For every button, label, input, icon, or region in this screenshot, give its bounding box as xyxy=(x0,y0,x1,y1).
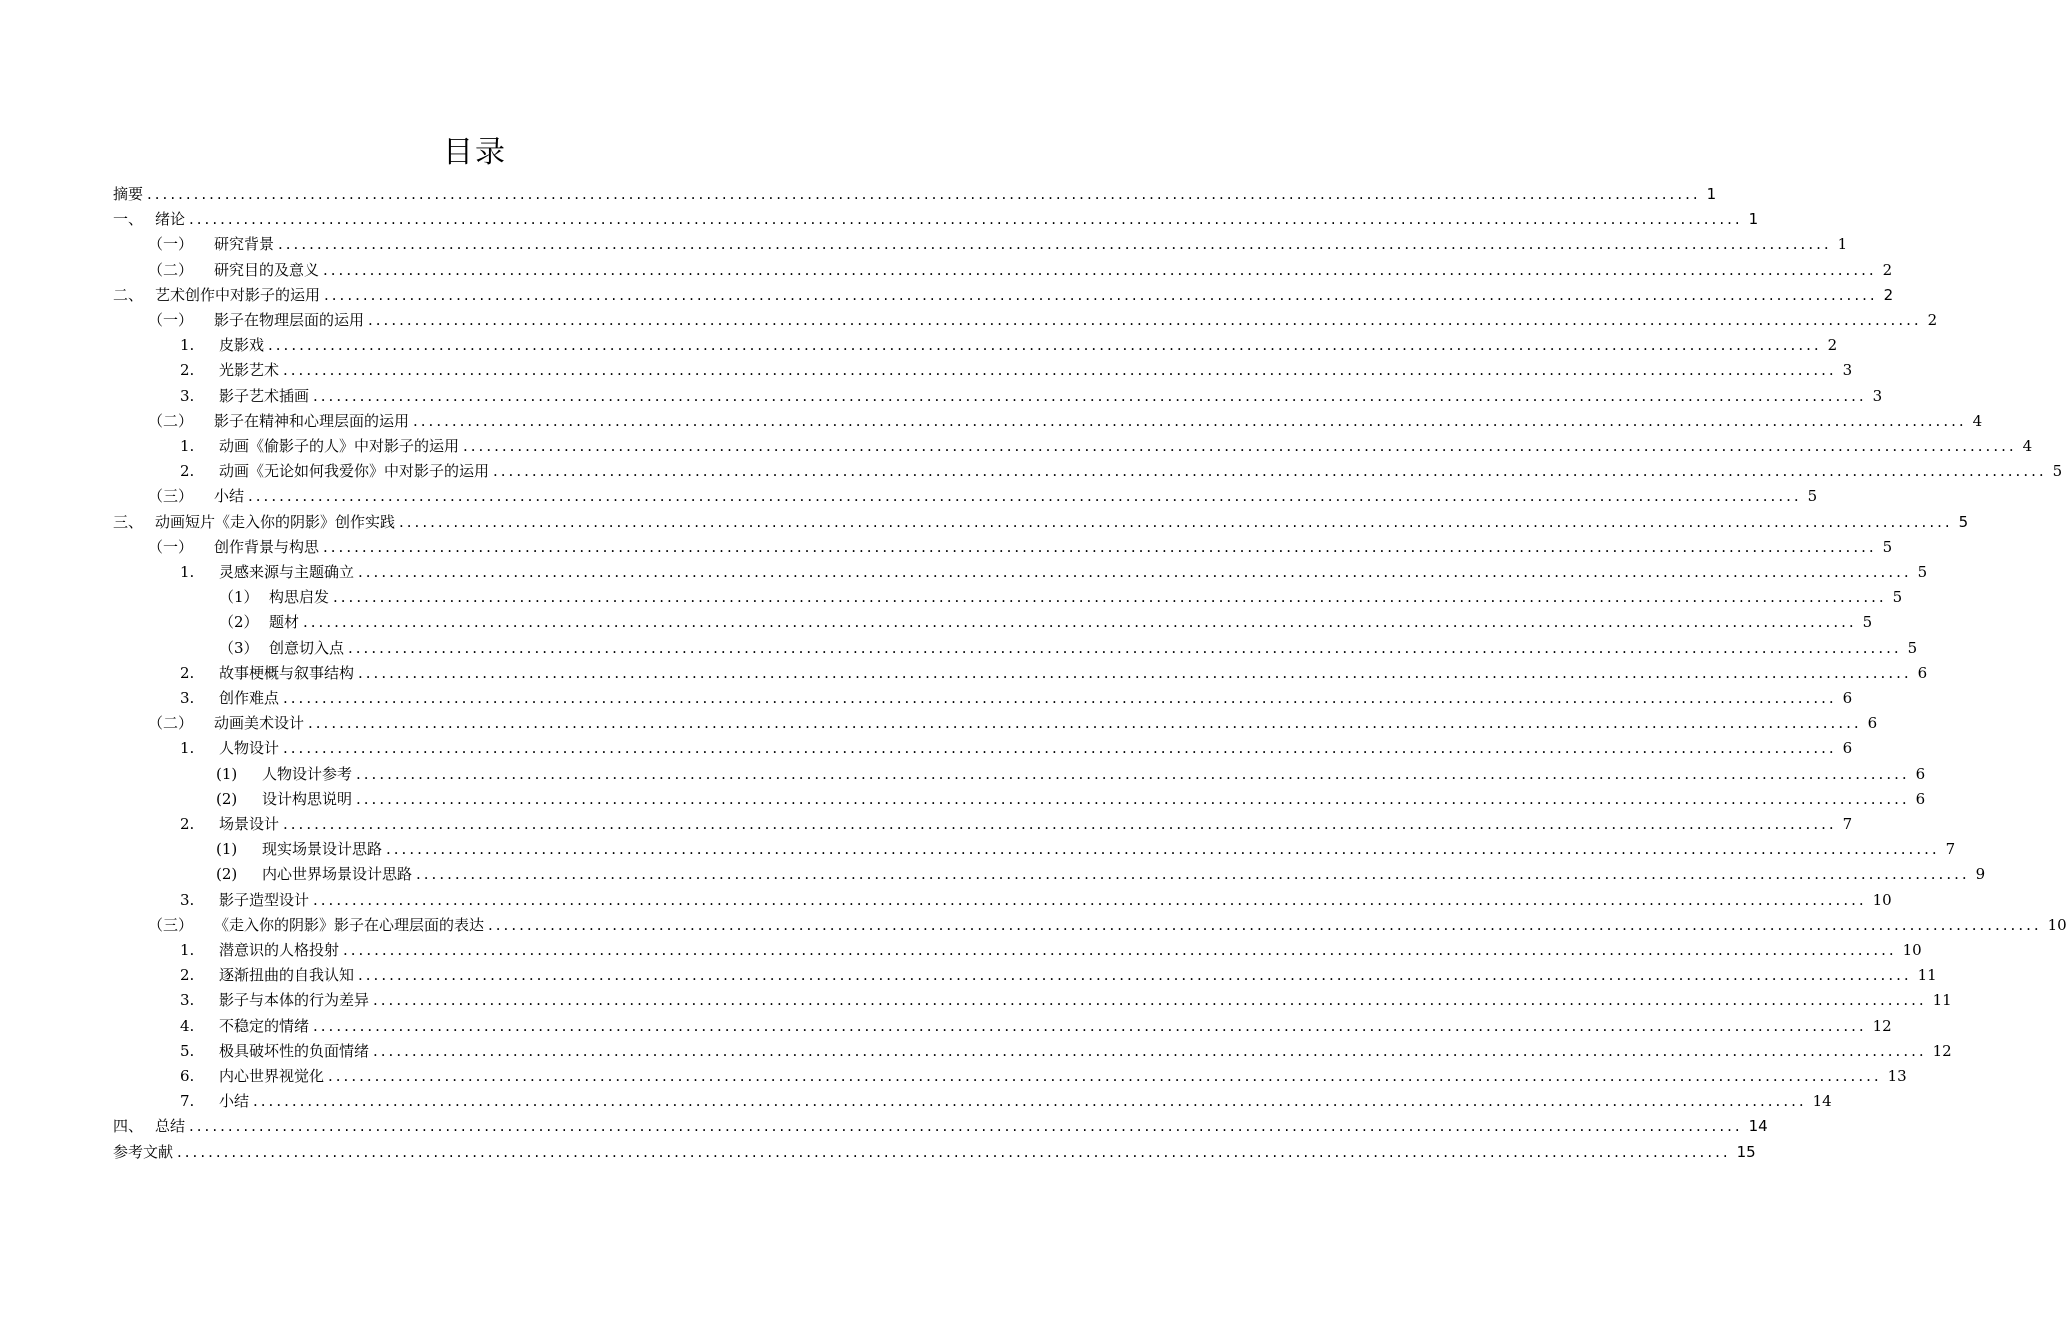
toc-entry[interactable] xyxy=(180,558,1928,582)
toc-entry-number: 3. xyxy=(180,890,195,909)
toc-leader-dots: ........................................................................................................................................................................................................ xyxy=(333,588,1887,607)
toc-entry-page: 12 xyxy=(1872,1016,1892,1035)
toc-entry[interactable] xyxy=(180,961,1937,985)
toc-entry-title: 研究目的及意义 xyxy=(214,260,320,279)
toc-entry-number: （三） xyxy=(148,487,194,506)
toc-entry-number: （一） xyxy=(148,235,194,254)
toc-entry-page: 1 xyxy=(1706,185,1717,203)
toc-leader-dots: ........................................................................................................................................................................................................ xyxy=(248,487,1802,506)
toc-entry-page: 4 xyxy=(1972,411,1983,430)
toc-entry-number: 2. xyxy=(180,361,195,380)
toc-leader-dots: ........................................................................................................................................................................................................ xyxy=(358,966,1912,985)
toc-entry-number: 2. xyxy=(180,462,195,481)
toc-leader-dots: ........................................................................................................................................................................................................ xyxy=(386,840,1940,859)
toc-entry[interactable] xyxy=(113,205,1759,229)
toc-entry-number: 3. xyxy=(180,991,195,1010)
toc-entry[interactable] xyxy=(180,432,2033,456)
toc-leader-dots: ........................................................................................................................................................................................................ xyxy=(358,563,1912,581)
toc-leader-dots: ........................................................................................................................................................................................................ xyxy=(343,941,1897,959)
toc-entry-title: 题材 xyxy=(269,613,300,632)
toc-entry-title: 影子在精神和心理层面的运用 xyxy=(214,411,410,430)
toc-leader-dots: ........................................................................................................................................................................................................ xyxy=(323,260,1877,279)
toc-leader-dots: ........................................................................................................................................................................................................ xyxy=(283,361,1837,380)
toc-leader-dots: ........................................................................................................................................................................................................ xyxy=(313,386,1867,405)
toc-entry-page: 1 xyxy=(1837,235,1848,254)
toc-entry-title: 光影艺术 xyxy=(219,361,280,380)
toc-entry[interactable] xyxy=(216,760,1926,784)
toc-entry[interactable] xyxy=(180,1087,1832,1111)
toc-entry-page: 7 xyxy=(1842,815,1853,833)
toc-entry-number: 1. xyxy=(180,563,195,581)
toc-entry-number: 6. xyxy=(180,1067,195,1085)
toc-leader-dots: ........................................................................................................................................................................................................ xyxy=(323,537,1877,556)
toc-leader-dots: ........................................................................................................................................................................................................ xyxy=(283,739,1837,758)
toc-entry[interactable] xyxy=(113,508,1969,532)
toc-entry-number: 四、 xyxy=(113,1117,144,1136)
toc-entry-title: 皮影戏 xyxy=(219,336,265,355)
toc-entry-page: 5 xyxy=(1807,487,1818,506)
toc-leader-dots: ........................................................................................................................................................................................................ xyxy=(283,815,1837,833)
toc-entry[interactable] xyxy=(180,457,2063,481)
toc-entry-page: 5 xyxy=(1917,563,1928,581)
toc-entry-page: 11 xyxy=(1932,991,1952,1010)
toc-entry-number: 1. xyxy=(180,739,195,758)
toc-leader-dots: ........................................................................................................................................................................................................ xyxy=(303,613,1857,632)
toc-entry[interactable] xyxy=(148,533,1893,557)
toc-entry-title: 灵感来源与主题确立 xyxy=(219,563,355,581)
toc-entry-number: 1. xyxy=(180,336,195,355)
toc-leader-dots: ........................................................................................................................................................................................................ xyxy=(488,915,2042,934)
toc-entry-page: 1 xyxy=(1748,210,1759,229)
toc-entry-number: 7. xyxy=(180,1092,195,1111)
toc-entry-title: 影子与本体的行为差异 xyxy=(219,991,370,1010)
toc-leader-dots: ........................................................................................................................................................................................................ xyxy=(463,437,2017,455)
toc-entry-title: 动画《偷影子的人》中对影子的运用 xyxy=(219,437,460,455)
toc-entry-number: 三、 xyxy=(113,512,144,531)
toc-entry-page: 14 xyxy=(1812,1092,1832,1111)
toc-leader-dots: ........................................................................................................................................................................................................ xyxy=(308,714,1862,733)
toc-entry[interactable] xyxy=(180,382,1883,406)
toc-entry-page: 6 xyxy=(1915,789,1926,808)
toc-leader-dots: ........................................................................................................................................................................................................ xyxy=(278,235,1832,254)
toc-entry-page: 6 xyxy=(1915,764,1926,783)
toc-entry-number: 二、 xyxy=(113,285,144,304)
toc-entry[interactable] xyxy=(180,936,1922,960)
toc-entry-page: 3 xyxy=(1872,386,1883,405)
toc-entry[interactable] xyxy=(148,911,2067,935)
toc-entry[interactable] xyxy=(113,1138,1756,1162)
toc-entry-title: 极具破坏性的负面情绪 xyxy=(219,1041,370,1060)
toc-entry[interactable] xyxy=(180,1012,1892,1036)
toc-entry-page: 15 xyxy=(1736,1142,1756,1161)
toc-leader-dots: ........................................................................................................................................................................................................ xyxy=(253,1092,1807,1111)
toc-leader-dots: ........................................................................................................................................................................................................ xyxy=(189,1117,1743,1136)
toc-entry-title: 场景设计 xyxy=(219,815,280,833)
toc-entry-title: 小结 xyxy=(219,1092,250,1111)
toc-entry-title: 动画《无论如何我爱你》中对影子的运用 xyxy=(219,462,490,481)
toc-entry[interactable] xyxy=(180,810,1853,834)
toc-entry[interactable] xyxy=(180,734,1853,758)
toc-entry[interactable] xyxy=(148,230,1848,254)
toc-entry-title: 参考文献 xyxy=(113,1142,174,1161)
toc-leader-dots: ........................................................................................................................................................................................................ xyxy=(268,336,1822,355)
toc-entry[interactable] xyxy=(180,1062,1907,1086)
toc-entry-title: 内心世界视觉化 xyxy=(219,1067,325,1085)
toc-entry-page: 7 xyxy=(1945,840,1956,859)
toc-entry-title: 艺术创作中对影子的运用 xyxy=(155,285,321,304)
toc-leader-dots: ........................................................................................................................................................................................................ xyxy=(356,764,1910,783)
toc-entry-number: 3. xyxy=(180,386,195,405)
toc-entry-number: 2. xyxy=(180,966,195,985)
toc-entry-page: 11 xyxy=(1917,966,1937,985)
toc-entry-page: 5 xyxy=(1958,512,1969,531)
toc-entry-title: 影子造型设计 xyxy=(219,890,310,909)
toc-leader-dots: ........................................................................................................................................................................................................ xyxy=(283,689,1837,707)
toc-entry[interactable] xyxy=(216,860,1986,884)
toc-entry[interactable] xyxy=(216,785,1926,809)
toc-entry-number: （三） xyxy=(148,915,194,934)
toc-entry-number: （一） xyxy=(148,537,194,556)
toc-entry-page: 12 xyxy=(1932,1041,1952,1060)
toc-leader-dots: ........................................................................................................................................................................................................ xyxy=(358,663,1912,682)
toc-entry[interactable] xyxy=(180,1037,1952,1061)
toc-entry-title: 现实场景设计思路 xyxy=(262,840,383,859)
toc-leader-dots: ........................................................................................................................................................................................................ xyxy=(189,210,1743,229)
toc-entry-page: 5 xyxy=(2052,462,2063,481)
toc-entry-title: 设计构思说明 xyxy=(262,789,353,808)
toc-entry-number: (2) xyxy=(216,865,238,884)
toc-entry-page: 6 xyxy=(1867,714,1878,733)
toc-entry-number: 一、 xyxy=(113,210,144,229)
toc-entry[interactable] xyxy=(180,684,1853,708)
toc-entry-page: 2 xyxy=(1882,260,1893,279)
toc-entry[interactable] xyxy=(180,659,1928,683)
toc-entry-number: 5. xyxy=(180,1041,195,1060)
toc-leader-dots: ........................................................................................................................................................................................................ xyxy=(373,991,1927,1010)
toc-entry[interactable] xyxy=(219,608,1873,632)
toc-entry-title: 创作难点 xyxy=(219,689,280,707)
toc-entry-title: 不稳定的情绪 xyxy=(219,1016,310,1035)
toc-entry-page: 2 xyxy=(1827,336,1838,355)
toc-entry[interactable] xyxy=(148,407,1983,431)
toc-entry-number: 4. xyxy=(180,1016,195,1035)
toc-entry-number: （二） xyxy=(148,260,194,279)
toc-entry-number: 3. xyxy=(180,689,195,707)
toc-entry[interactable] xyxy=(113,180,1717,204)
toc-leader-dots: ........................................................................................................................................................................................................ xyxy=(328,1067,1882,1085)
toc-entry[interactable] xyxy=(219,583,1903,607)
toc-entry[interactable] xyxy=(180,886,1892,910)
toc-entry-number: (1) xyxy=(216,840,238,859)
toc-leader-dots: ........................................................................................................................................................................................................ xyxy=(313,1016,1867,1035)
toc-entry-page: 10 xyxy=(1902,941,1922,959)
toc-entry-title: 总结 xyxy=(155,1117,186,1136)
toc-entry-page: 10 xyxy=(1872,890,1892,909)
toc-leader-dots: ........................................................................................................................................................................................................ xyxy=(416,865,1970,884)
toc-entry[interactable] xyxy=(113,1112,1768,1136)
toc-entry-title: 影子艺术插画 xyxy=(219,386,310,405)
toc-entry-page: 2 xyxy=(1883,285,1894,304)
toc-leader-dots: ........................................................................................................................................................................................................ xyxy=(368,311,1922,329)
toc-entry-title: 逐渐扭曲的自我认知 xyxy=(219,966,355,985)
toc-leader-dots: ........................................................................................................................................................................................................ xyxy=(313,890,1867,909)
toc-leader-dots: ........................................................................................................................................................................................................ xyxy=(324,285,1878,304)
toc-entry-number: （3） xyxy=(219,638,259,657)
toc-entry[interactable] xyxy=(148,709,1878,733)
toc-entry-title: 构思启发 xyxy=(269,588,330,607)
toc-entry-number: （一） xyxy=(148,311,194,329)
toc-entry-page: 14 xyxy=(1748,1117,1768,1136)
toc-leader-dots: ........................................................................................................................................................................................................ xyxy=(493,462,2047,481)
toc-entry-page: 5 xyxy=(1862,613,1873,632)
toc-entry-number: (2) xyxy=(216,789,238,808)
toc-entry-page: 13 xyxy=(1887,1067,1907,1085)
toc-entry-title: 《走入你的阴影》影子在心理层面的表达 xyxy=(214,915,485,934)
toc-entry-title: 内心世界场景设计思路 xyxy=(262,865,413,884)
toc-entry-title: 创意切入点 xyxy=(269,638,345,657)
toc-entry-title: 研究背景 xyxy=(214,235,275,254)
toc-entry[interactable] xyxy=(180,331,1838,355)
toc-entry-number: （二） xyxy=(148,411,194,430)
toc-entry-page: 5 xyxy=(1882,537,1893,556)
toc-entry[interactable] xyxy=(180,356,1853,380)
toc-entry[interactable] xyxy=(219,634,1918,658)
toc-entry-title: 创作背景与构思 xyxy=(214,537,320,556)
toc-entry-title: 动画短片《走入你的阴影》创作实践 xyxy=(155,512,396,531)
toc-entry-number: （2） xyxy=(219,613,259,632)
toc-entry-number: 2. xyxy=(180,663,195,682)
toc-leader-dots: ........................................................................................................................................................................................................ xyxy=(356,789,1910,808)
toc-entry-page: 9 xyxy=(1975,865,1986,884)
toc-entry-number: (1) xyxy=(216,764,238,783)
toc-entry-title: 摘要 xyxy=(113,185,144,203)
toc-entry-page: 5 xyxy=(1892,588,1903,607)
toc-leader-dots: ........................................................................................................................................................................................................ xyxy=(413,411,1967,430)
toc-entry[interactable] xyxy=(148,306,1938,330)
toc-leader-dots: ........................................................................................................................................................................................................ xyxy=(147,185,1701,203)
toc-entry-title: 动画美术设计 xyxy=(214,714,305,733)
toc-entry-title: 潜意识的人格投射 xyxy=(219,941,340,959)
toc-leader-dots: ........................................................................................................................................................................................................ xyxy=(373,1041,1927,1060)
toc-entry[interactable] xyxy=(180,986,1952,1010)
toc-entry-number: 2. xyxy=(180,815,195,833)
toc-entry-title: 绪论 xyxy=(155,210,186,229)
toc-entry-number: 1. xyxy=(180,941,195,959)
toc-leader-dots: ........................................................................................................................................................................................................ xyxy=(348,638,1902,657)
toc-leader-dots: ........................................................................................................................................................................................................ xyxy=(399,512,1953,531)
toc-entry-page: 6 xyxy=(1842,689,1853,707)
toc-entry-title: 人物设计 xyxy=(219,739,280,758)
toc-entry[interactable] xyxy=(148,482,1818,506)
toc-leader-dots: ........................................................................................................................................................................................................ xyxy=(177,1142,1731,1161)
toc-entry-title: 人物设计参考 xyxy=(262,764,353,783)
toc-entry-page: 6 xyxy=(1917,663,1928,682)
toc-entry-page: 10 xyxy=(2047,915,2067,934)
toc-entry-page: 6 xyxy=(1842,739,1853,758)
toc-entry-page: 4 xyxy=(2022,437,2033,455)
page-title: 目录 xyxy=(443,135,507,170)
toc-entry-page: 3 xyxy=(1842,361,1853,380)
toc-entry[interactable] xyxy=(148,256,1893,280)
toc-entry[interactable] xyxy=(216,835,1956,859)
toc-entry-number: （1） xyxy=(219,588,259,607)
toc-entry-number: （二） xyxy=(148,714,194,733)
toc-entry-page: 5 xyxy=(1907,638,1918,657)
toc-entry-title: 影子在物理层面的运用 xyxy=(214,311,365,329)
toc-entry-page: 2 xyxy=(1927,311,1938,329)
toc-entry-number: 1. xyxy=(180,437,195,455)
toc-entry-title: 故事梗概与叙事结构 xyxy=(219,663,355,682)
toc-entry-title: 小结 xyxy=(214,487,245,506)
toc-entry[interactable] xyxy=(113,281,1894,305)
